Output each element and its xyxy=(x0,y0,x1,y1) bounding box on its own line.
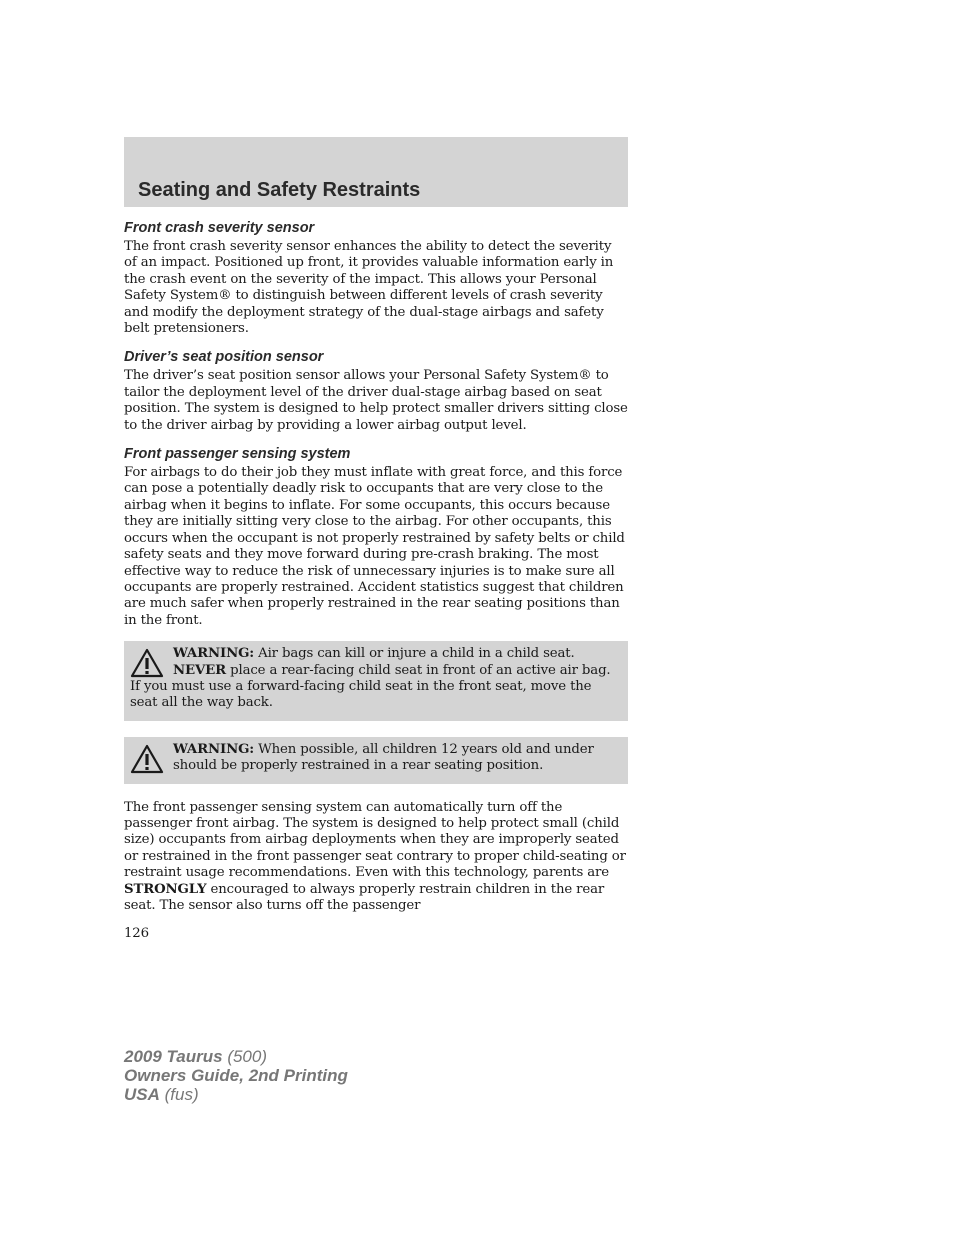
warning-emphasis: NEVER xyxy=(173,662,227,678)
document-footer xyxy=(124,1047,348,1104)
warning-text: Air bags can kill or injure a child in a child seat. xyxy=(254,646,575,662)
warning-label: WARNING: xyxy=(173,646,255,662)
paragraph-passenger-sensing-closing xyxy=(124,800,628,915)
page-number: 126 xyxy=(124,926,149,941)
warning-triangle-icon xyxy=(130,744,164,774)
footer-edition: Owners Guide, 2nd Printing xyxy=(124,1066,348,1085)
closing-emphasis: STRONGLY xyxy=(124,881,207,897)
section-title: Seating and Safety Restraints xyxy=(138,179,421,201)
page-content xyxy=(124,220,628,926)
closing-text: encouraged to always properly restrain children in the rear seat. The sensor also turns off the passenger xyxy=(124,881,605,913)
warning-label: WARNING: xyxy=(173,741,255,757)
footer-region: USA xyxy=(124,1085,160,1104)
warning-box-rear-seating xyxy=(124,737,628,784)
footer-region-code: (fus) xyxy=(159,1085,199,1104)
footer-model-code: (500) xyxy=(222,1047,268,1066)
heading-drivers-seat-position-sensor: Driver’s seat position sensor xyxy=(124,349,324,366)
paragraph-drivers-seat-position-sensor: The driver’s seat position sensor allows your Personal Safety System® to tailor the deployment level of the driver dual-stage airbag based on seat position. The system is designed to help protect smaller drivers sitting close to the driver airbag by providing a lower airbag output level. xyxy=(124,368,628,433)
heading-front-passenger-sensing-system: Front passenger sensing system xyxy=(124,446,351,463)
warning-box-child-seat xyxy=(124,641,628,721)
section-header-band xyxy=(124,137,628,207)
paragraph-front-passenger-sensing-system: For airbags to do their job they must inflate with great force, and this force can pose a potentially deadly risk to occupants that are very close to the airbag when it begins to inflate. For some occupants, this occurs because they are initially sitting very close to the airbag. For other occupants, this occurs when the occupant is not properly restrained by safety belts or child safety seats and they move forward during pre-crash braking. The most effective way to reduce the risk of unnecessary injuries is to make sure all occupants are properly restrained. Accident statistics suggest that children are much safer when properly restrained in the rear seating positions than in the front. xyxy=(124,465,625,628)
warning-text: When possible, all children 12 years old and under should be properly restrained in a rear seating position. xyxy=(173,741,594,774)
footer-model: 2009 Taurus xyxy=(124,1047,223,1066)
closing-text: The front passenger sensing system can automatically turn off the passenger front airbag. The system is designed to help protect small (child size) occupants from airbag deployments when they are improperly seated or restrained in the front passenger seat contrary to proper child-seating or restraint usage recommendations. Even with this technology, parents are xyxy=(124,799,626,881)
warning-text: place a rear-facing child seat in front of an active air bag. If you must use a forward-facing child seat in the front seat, move the seat all the way back. xyxy=(130,662,611,711)
heading-front-crash-severity-sensor: Front crash severity sensor xyxy=(124,220,315,236)
paragraph-front-crash-severity-sensor: The front crash severity sensor enhances the ability to detect the severity of an impact. Positioned up front, it provides valuable information early in the crash event on the severity of the impact. This allows your Personal Safety System® to distinguish between different levels of crash severity and modify the deployment strategy of the dual-stage airbags and safety belt pretensioners. xyxy=(124,239,614,337)
warning-triangle-icon xyxy=(130,648,164,678)
